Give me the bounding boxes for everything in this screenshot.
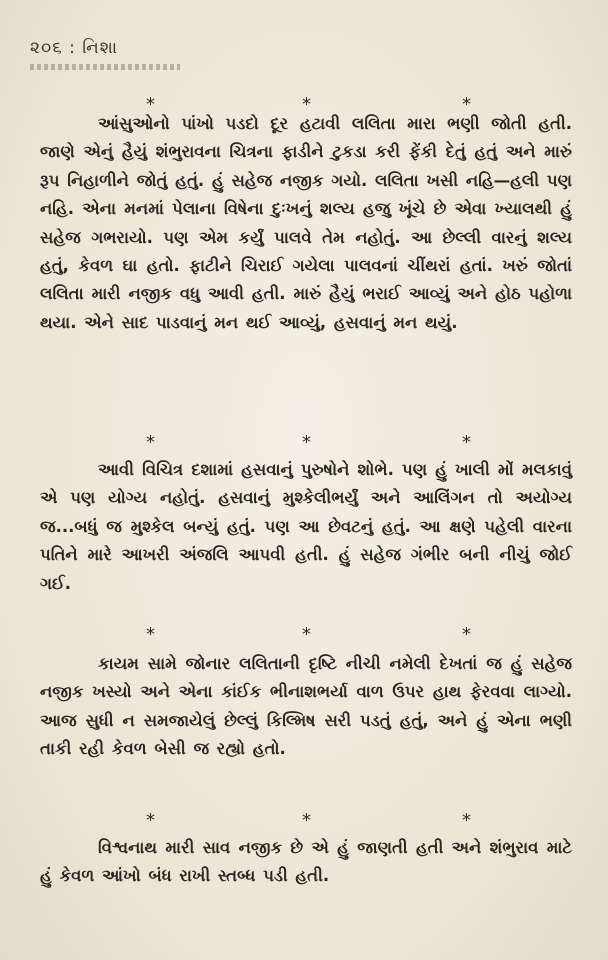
- separator-star: *: [302, 810, 311, 831]
- section-separator: [0, 432, 608, 452]
- separator-star: *: [302, 94, 311, 115]
- paragraph: આવી વિચિત્ર દશામાં હસવાનું પુરુષોને શોભે. પણ હું ખાલી મોં મલકાવું એ પણ યોગ્ય નહોતું. હસવાનું મુશ્કેલીભર્યું અને આલિંગન તો અયોગ્ય જ...બધું જ મુશ્કેલ બન્યું હતું. પણ આ છેવટનું હતું. આ ક્ષણે પહેલી વારના પતિને મારે આખરી અંજલિ આપવી હતી. હું સહેજ ગંભીર બની નીચું જોઈ ગઈ.: [40, 460, 572, 593]
- separator-star: *: [462, 94, 471, 115]
- separator-star: *: [146, 94, 155, 115]
- separator-star: *: [302, 624, 311, 645]
- section-separator: [0, 810, 608, 830]
- separator-star: *: [462, 810, 471, 831]
- separator-star: *: [146, 624, 155, 645]
- running-head: ૨૦૬ : નિશા: [30, 38, 119, 58]
- separator-star: *: [146, 432, 155, 453]
- paragraph: કાયમ સામે જોનાર લલિતાની દૃષ્ટિ નીચી નમેલી દેખતાં જ હું સહેજ નજીક ખસ્યો અને એના કાંઈક ભીનાશભર્યા વાળ ઉપર હાથ ફેરવવા લાગ્યો. આજ સુધી ન સમજાયેલું છેલ્લું કિલ્મિષ સરી પડતું હતું, અને હું એના ભણી તાકી રહી કેવળ બેસી જ રહ્યો હતો.: [40, 654, 572, 759]
- separator-star: *: [462, 624, 471, 645]
- paragraph: આંસુઓનો પાંખો પડદો દૂર હટાવી લલિતા મારા ભણી જોતી હતી. જાણે એનું હૈયું શંભુરાવના ચિત્રના ફાડીને ટુકડા કરી ફેંકી દેતું હતું અને મારું રૂપ નિહાળીને જોતું હતું. હું સહેજ નજીક ગયો. લલિતા ખસી નહિ—હલી પણ નહિ. એના મનમાં પેલાના વિષેના દુઃખનું શલ્ય હજુ ખૂંચે છે એવા ખ્યાલથી હું સહેજ ગભરાયો. પણ એમ કર્યું પાલવે તેમ નહોતું. આ છેલ્લી વારનું શલ્ય હતું, કેવળ ઘા હતો. ફાટીને ચિરાઈ ગયેલા પાલવનાં ચીંથરાં હતાં. ખરું જોતાં લલિતા મારી નજીક વધુ આવી હતી. મારું હૈયું ભરાઈ આવ્યું અને હોઠ પહોળા થયા. એને સાદ પાડવાનું મન થઈ આવ્યું, હસવાનું મન થયું.: [40, 114, 572, 332]
- separator-star: *: [462, 432, 471, 453]
- section-separator: [0, 624, 608, 644]
- separator-star: *: [146, 810, 155, 831]
- running-head-underline: [30, 64, 180, 70]
- separator-star: *: [302, 432, 311, 453]
- paragraph: વિશ્વનાથ મારી સાવ નજીક છે એ હું જાણતી હતી અને શંભુરાવ માટે હું કેવળ આંખો બંધ રાખી સ્તબ્ધ પડી હતી.: [40, 838, 572, 886]
